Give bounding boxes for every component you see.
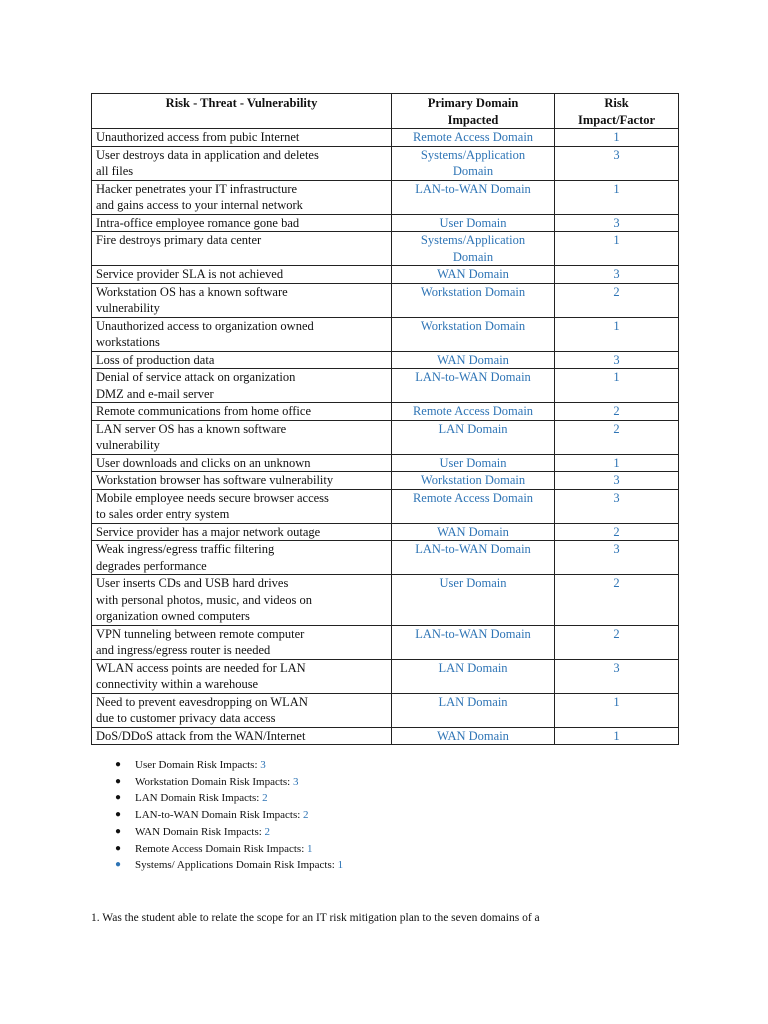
table-row [92,317,679,351]
domain-cell: Workstation Domain [392,283,555,317]
table-row [92,489,679,523]
table-row [92,266,679,284]
impact-cell: 1 [555,129,679,147]
summary-item [112,774,343,791]
header-risk: Risk - Threat - Vulnerability [92,94,392,129]
domain-cell: WAN Domain [392,727,555,745]
header-domain: Primary Domain Impacted [392,94,555,129]
impact-cell: 2 [555,575,679,626]
bullet-icon: ● [114,809,122,821]
table-row [92,659,679,693]
impact-cell: 3 [555,146,679,180]
impact-cell: 3 [555,351,679,369]
domain-cell: Remote Access Domain [392,403,555,421]
table-row [92,727,679,745]
risk-cell: Mobile employee needs secure browser access to sales order entry system [92,489,392,523]
risk-cell: VPN tunneling between remote computer and ingress/egress router is needed [92,625,392,659]
domain-cell: Workstation Domain [392,472,555,490]
domain-cell: Systems/Application Domain [392,146,555,180]
summary-item [112,857,343,874]
table-row [92,575,679,626]
bullet-icon: ● [114,842,122,854]
risk-cell: Unauthorized access from pubic Internet [92,129,392,147]
table-row [92,454,679,472]
risk-table-body [92,129,679,745]
table-row [92,420,679,454]
header-impact: Risk Impact/Factor [555,94,679,129]
impact-cell: 2 [555,625,679,659]
impact-cell: 2 [555,420,679,454]
impact-cell: 1 [555,454,679,472]
table-row [92,472,679,490]
table-header-row [92,94,679,129]
risk-cell: WLAN access points are needed for LAN connectivity within a warehouse [92,659,392,693]
domain-cell: LAN-to-WAN Domain [392,625,555,659]
domain-cell: LAN Domain [392,659,555,693]
domain-cell: Workstation Domain [392,317,555,351]
domain-cell: LAN Domain [392,420,555,454]
domain-cell: WAN Domain [392,351,555,369]
impact-cell: 3 [555,541,679,575]
risk-cell: Fire destroys primary data center [92,232,392,266]
risk-cell: User downloads and clicks on an unknown [92,454,392,472]
domain-cell: User Domain [392,454,555,472]
summary-label: Systems/ Applications Domain Risk Impacts: [135,859,338,872]
impact-cell: 1 [555,232,679,266]
bullet-icon: ● [114,792,122,804]
risk-cell: User inserts CDs and USB hard drives with personal photos, music, and videos on organization owned computers [92,575,392,626]
question-text: 1. Was the student able to relate the scope for an IT risk mitigation plan to the seven domains of a [91,912,540,924]
impact-cell: 2 [555,283,679,317]
table-row [92,523,679,541]
table-row [92,693,679,727]
domain-cell: Systems/Application Domain [392,232,555,266]
summary-label: LAN-to-WAN Domain Risk Impacts: [135,809,304,822]
domain-impact-summary-list [112,757,343,874]
table-row [92,214,679,232]
bullet-icon: ● [114,825,122,837]
risk-cell: Unauthorized access to organization owned workstations [92,317,392,351]
domain-cell: User Domain [392,214,555,232]
table-row [92,232,679,266]
table-row [92,146,679,180]
impact-cell: 3 [555,214,679,232]
impact-cell: 1 [555,317,679,351]
summary-item [112,824,343,841]
summary-value: 3 [260,759,266,771]
summary-value: 2 [303,809,309,822]
domain-cell: LAN Domain [392,693,555,727]
impact-cell: 1 [555,180,679,214]
risk-cell: Denial of service attack on organization DMZ and e-mail server [92,369,392,403]
domain-cell: User Domain [392,575,555,626]
summary-label: LAN Domain Risk Impacts: [135,792,263,805]
table-row [92,180,679,214]
summary-value: 2 [264,825,271,838]
table-row [92,369,679,403]
summary-item [112,757,343,774]
impact-cell: 1 [555,727,679,745]
impact-cell: 3 [555,489,679,523]
impact-cell: 3 [555,266,679,284]
table-row [92,625,679,659]
table-row [92,541,679,575]
risk-cell: Need to prevent eavesdropping on WLAN due to customer privacy data access [92,693,392,727]
impact-cell: 2 [555,403,679,421]
risk-cell: Intra-office employee romance gone bad [92,214,392,232]
summary-item [112,841,343,858]
impact-cell: 3 [555,472,679,490]
domain-cell: Remote Access Domain [392,489,555,523]
risk-cell: Service provider has a major network outage [92,523,392,541]
impact-cell: 1 [555,693,679,727]
domain-cell: Remote Access Domain [392,129,555,147]
domain-cell: LAN-to-WAN Domain [392,369,555,403]
table-row [92,283,679,317]
risk-cell: Workstation OS has a known software vulnerability [92,283,392,317]
summary-item [112,807,343,824]
table-row [92,403,679,421]
risk-cell: LAN server OS has a known software vulnerability [92,420,392,454]
summary-label: Workstation Domain Risk Impacts: [135,775,293,788]
domain-cell: WAN Domain [392,266,555,284]
summary-value: 1 [337,859,344,872]
risk-cell: Remote communications from home office [92,403,392,421]
domain-cell: LAN-to-WAN Domain [392,180,555,214]
risk-cell: DoS/DDoS attack from the WAN/Internet [92,727,392,745]
risk-cell: Workstation browser has software vulnerability [92,472,392,490]
risk-cell: Service provider SLA is not achieved [92,266,392,284]
domain-cell: LAN-to-WAN Domain [392,541,555,575]
table-row [92,129,679,147]
summary-label: User Domain Risk Impacts: [135,759,261,771]
summary-item [112,790,343,807]
summary-label: Remote Access Domain Risk Impacts: [135,842,307,855]
risk-cell: Loss of production data [92,351,392,369]
impact-cell: 1 [555,369,679,403]
risk-cell: User destroys data in application and deletes all files [92,146,392,180]
bullet-icon: ● [114,759,122,770]
impact-cell: 3 [555,659,679,693]
impact-cell: 2 [555,523,679,541]
risk-cell: Weak ingress/egress traffic filtering degrades performance [92,541,392,575]
bullet-icon: ● [114,775,122,787]
risk-table [91,93,679,745]
summary-value: 2 [262,792,268,805]
summary-value: 3 [293,775,299,788]
bullet-icon: ● [114,859,122,871]
domain-cell: WAN Domain [392,523,555,541]
risk-cell: Hacker penetrates your IT infrastructure and gains access to your internal network [92,180,392,214]
table-row [92,351,679,369]
summary-value: 1 [307,842,313,855]
summary-label: WAN Domain Risk Impacts: [135,825,265,838]
